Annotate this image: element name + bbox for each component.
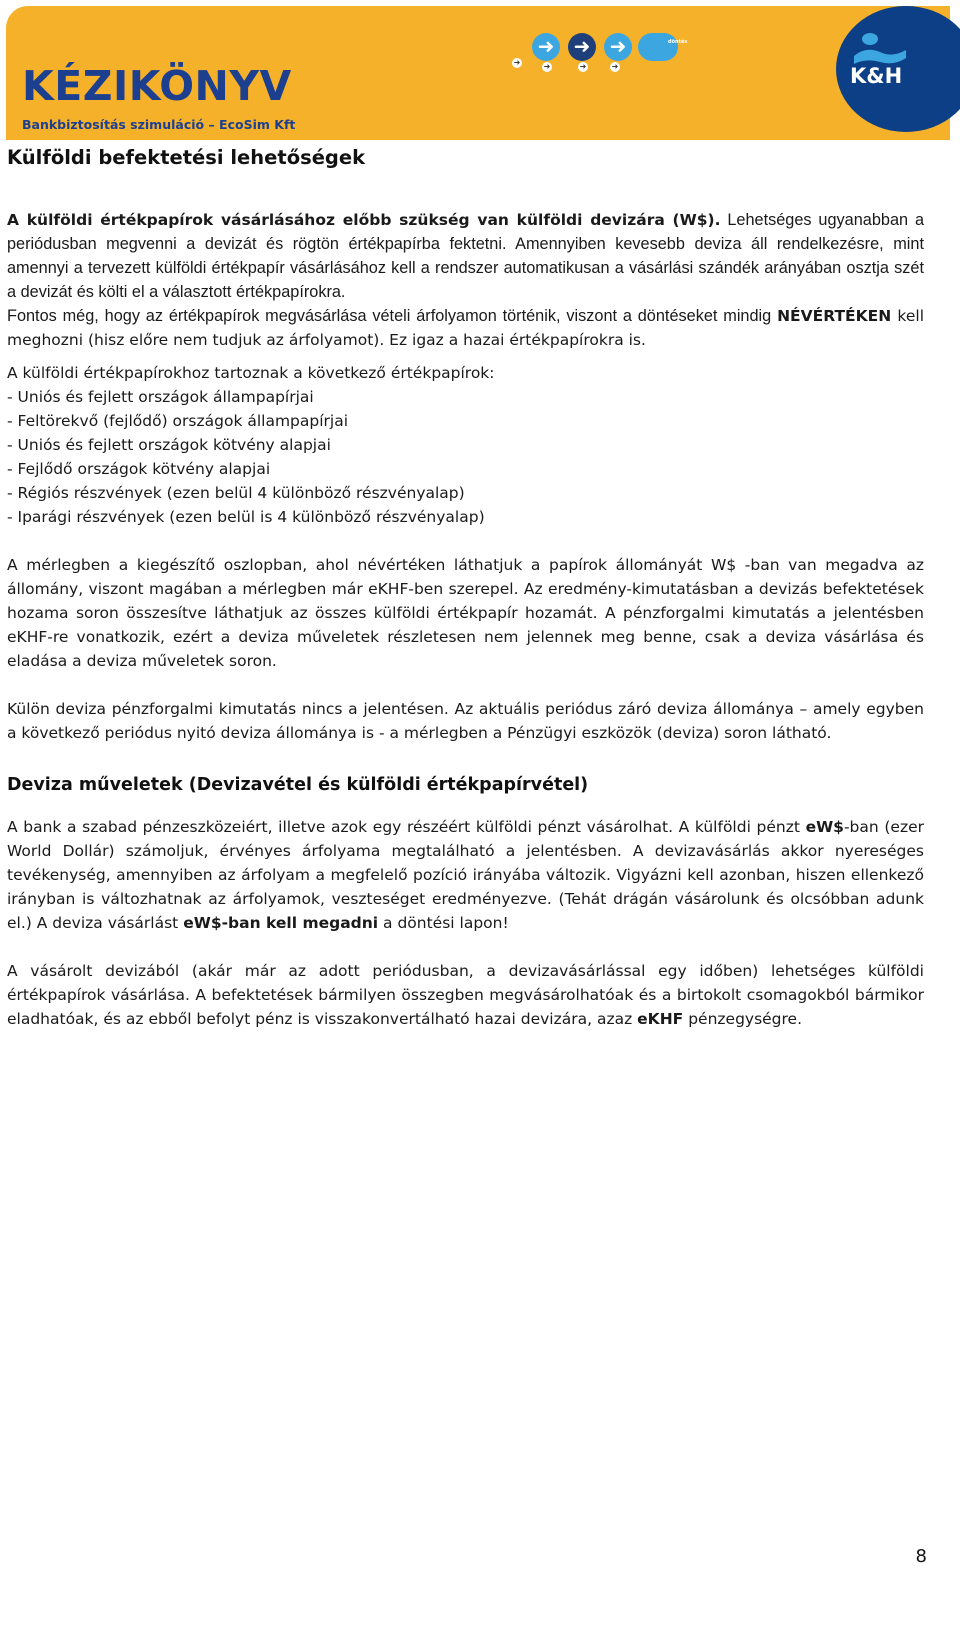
kh-logo-text: K&H <box>850 64 903 88</box>
arrow-right-icon: ➜ <box>604 33 632 61</box>
list-item: - Feltörekvő (fejlődő) országok állampapírjai <box>7 411 349 430</box>
paragraph-text: A vásárolt devizából (akár már az adott periódusban, a devizavásárlással egy időben) lehetséges külföldi értékpapírok vásárlása. A befektetések bármilyen összegben megvásárolhatóak és a birtokolt csomagokból bármikor eladhatóak, és az ebből befolyt pénz is visszakonvertálható hazai devizára, azaz <box>7 962 924 1028</box>
decision-arrow-icon <box>638 33 678 61</box>
header-banner <box>6 6 950 140</box>
arrow-right-icon: ➜ <box>532 33 560 61</box>
paragraph-text: -ban (ezer World Dollár) számoljuk, érvényes árfolyama megtalálható a jelentésben. A devizavásárlás akkor nyereséges tevékenység, amennyiben az árfolyam a megfelelő pozíció irányába változik. Vigyázni kell azonban, hiszen ellenkező irányban is változhatnak az árfolyamok, veszteséget eredményezve. (Tehát drágán vásárolunk és olcsóbban adunk el.) A deviza vásárlást <box>7 818 924 932</box>
paragraph-text: Fontos még, hogy az értékpapírok megvásárlása vételi árfolyamon történik, viszont a döntéseket mindig <box>7 306 778 325</box>
section-title: Deviza műveletek (Devizavétel és külföldi értékpapírvétel) <box>7 774 589 795</box>
list-item: - Fejlődő országok kötvény alapjai <box>7 459 271 478</box>
intro-paragraph <box>7 208 924 352</box>
bold-text: eW$-ban kell megadni <box>183 914 379 932</box>
bold-text: A külföldi értékpapírok vásárlásához előbb szükség van külföldi devizára (W$). <box>7 210 721 229</box>
bold-text: NÉVÉRTÉKEN <box>777 306 892 325</box>
paragraph-text: A bank a szabad pénzeszközeiért, illetve azok egy részéért külföldi pénzt vásárolhat. A külföldi pénzt <box>7 818 806 836</box>
bold-text: eKHF <box>637 1010 684 1028</box>
cashflow-paragraph: Külön deviza pénzforgalmi kimutatás nincs a jelentésen. Az aktuális periódus záró deviza állománya – amely egyben a következő periódus nyitó deviza állománya is - a mérlegben a Pénzügyi eszközök (deviza) soron látható. <box>7 699 924 742</box>
paragraph-text: pénzegységre. <box>683 1010 803 1028</box>
section-title: Külföldi befektetési lehetőségek <box>7 146 366 169</box>
list-intro: A külföldi értékpapírokhoz tartoznak a következő értékpapírok: <box>7 363 495 382</box>
arrow-right-icon: ➜ <box>568 33 596 61</box>
navigation-arrows <box>513 30 698 80</box>
small-arrow-icon: ➜ <box>513 58 521 67</box>
decision-label: döntés <box>668 39 688 45</box>
small-arrow-icon: ➜ <box>611 62 619 71</box>
list-item: - Régiós részvények (ezen belül 4 különböző részvényalap) <box>7 483 465 502</box>
securities-paragraph <box>7 959 924 1031</box>
bold-text: eW$ <box>805 818 844 836</box>
paragraph-text: kell meghozni (hisz előre nem tudjuk az árfolyamot). Ez igaz a hazai értékpapírokra is. <box>7 306 925 349</box>
currency-paragraph <box>7 815 924 935</box>
small-arrow-icon: ➜ <box>579 62 587 71</box>
list-item: - Uniós és fejlett országok kötvény alapjai <box>7 435 331 454</box>
list-item: - Uniós és fejlett országok állampapírjai <box>7 387 314 406</box>
list-item: - Iparági részvények (ezen belül is 4 különböző részvényalap) <box>7 507 485 526</box>
document-body <box>7 148 924 1031</box>
page-number: 8 <box>915 1546 927 1567</box>
document-title: KÉZIKÖNYV <box>22 62 292 110</box>
document-subtitle: Bankbiztosítás szimuláció – EcoSim Kft <box>22 117 296 132</box>
paragraph-text: Lehetséges ugyanabban a periódusban megvenni a devizát és rögtön értékpapírba fektetni. Amennyiben kevesebb deviza áll rendelkezésre, mint amennyi a tervezett külföldi értékpapír vásárlásához kell a rendszer automatikusan a vásárlási szándék arányában osztja szét a devizát és költi el a választott értékpapírokra. <box>7 210 924 301</box>
securities-list <box>7 385 924 529</box>
paragraph-text: a döntési lapon! <box>378 914 509 932</box>
balance-paragraph: A mérlegben a kiegészítő oszlopban, ahol névértéken láthatjuk a papírok állományát W$ -ban van megadva az állomány, viszont magában a mérlegben már eKHF-ben szerepel. Az eredmény-kimutatásban a devizás befektetések hozama soron összesítve láthatjuk az összes külföldi értékpapír hozamát. A pénzforgalmi kimutatás a jelentésben eKHF-re vonatkozik, ezért a deviza műveletek részletesen nem jelennek meg benne, csak a deviza vásárlása és eladása a deviza műveletek soron. <box>7 555 924 670</box>
small-arrow-icon: ➜ <box>543 62 551 71</box>
